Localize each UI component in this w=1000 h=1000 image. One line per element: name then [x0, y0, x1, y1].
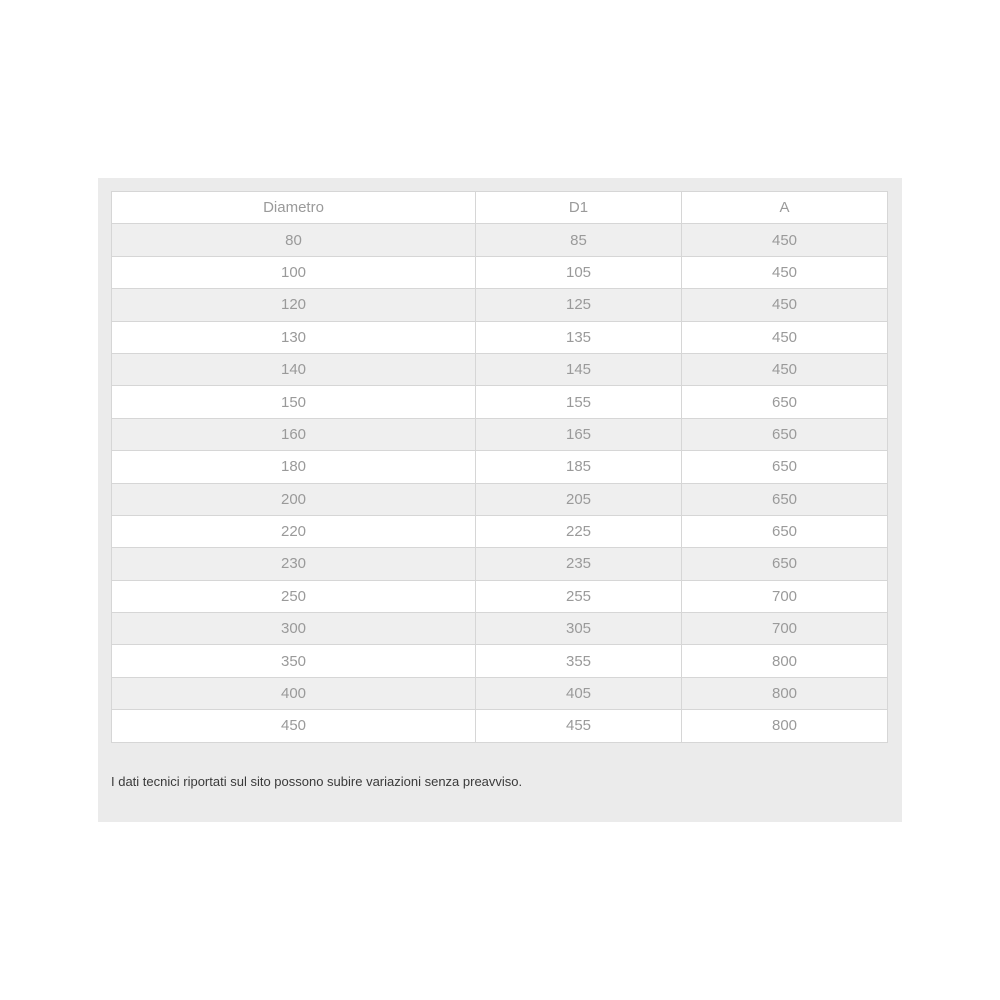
- cell-a: 800: [682, 677, 888, 709]
- table-row: [112, 321, 888, 353]
- cell-a: 650: [682, 515, 888, 547]
- cell-diametro: 150: [112, 386, 476, 418]
- cell-d1: 165: [476, 418, 682, 450]
- cell-a: 450: [682, 289, 888, 321]
- cell-d1: 205: [476, 483, 682, 515]
- cell-d1: 405: [476, 677, 682, 709]
- cell-diametro: 200: [112, 483, 476, 515]
- table-row: [112, 418, 888, 450]
- cell-d1: 85: [476, 224, 682, 256]
- table-row: [112, 353, 888, 385]
- cell-diametro: 100: [112, 256, 476, 288]
- cell-d1: 105: [476, 256, 682, 288]
- cell-d1: 145: [476, 353, 682, 385]
- cell-a: 800: [682, 710, 888, 742]
- table-row: [112, 483, 888, 515]
- column-header-d1: D1: [476, 192, 682, 224]
- cell-d1: 225: [476, 515, 682, 547]
- column-header-diametro: Diametro: [112, 192, 476, 224]
- table-row: [112, 451, 888, 483]
- table-row: [112, 613, 888, 645]
- cell-diametro: 450: [112, 710, 476, 742]
- cell-diametro: 140: [112, 353, 476, 385]
- cell-a: 450: [682, 224, 888, 256]
- cell-diametro: 120: [112, 289, 476, 321]
- table-row: [112, 256, 888, 288]
- cell-a: 450: [682, 321, 888, 353]
- table-body: [112, 224, 888, 742]
- cell-diametro: 180: [112, 451, 476, 483]
- table-row: [112, 224, 888, 256]
- table-row: [112, 548, 888, 580]
- table-row: [112, 289, 888, 321]
- cell-d1: 135: [476, 321, 682, 353]
- cell-diametro: 230: [112, 548, 476, 580]
- cell-a: 450: [682, 256, 888, 288]
- cell-diametro: 400: [112, 677, 476, 709]
- spec-table: [111, 191, 888, 743]
- cell-a: 650: [682, 483, 888, 515]
- cell-d1: 125: [476, 289, 682, 321]
- table-row: [112, 677, 888, 709]
- cell-d1: 185: [476, 451, 682, 483]
- cell-diametro: 160: [112, 418, 476, 450]
- table-header-row: [112, 192, 888, 224]
- cell-d1: 235: [476, 548, 682, 580]
- cell-a: 450: [682, 353, 888, 385]
- cell-a: 650: [682, 548, 888, 580]
- table-row: [112, 645, 888, 677]
- cell-diametro: 250: [112, 580, 476, 612]
- cell-d1: 305: [476, 613, 682, 645]
- cell-d1: 455: [476, 710, 682, 742]
- table-row: [112, 386, 888, 418]
- spec-panel: [98, 178, 902, 822]
- table-row: [112, 515, 888, 547]
- cell-a: 650: [682, 386, 888, 418]
- table-row: [112, 710, 888, 742]
- cell-diametro: 350: [112, 645, 476, 677]
- cell-a: 650: [682, 418, 888, 450]
- cell-a: 700: [682, 613, 888, 645]
- cell-diametro: 300: [112, 613, 476, 645]
- cell-a: 800: [682, 645, 888, 677]
- cell-diametro: 130: [112, 321, 476, 353]
- column-header-a: A: [682, 192, 888, 224]
- cell-diametro: 80: [112, 224, 476, 256]
- cell-d1: 355: [476, 645, 682, 677]
- cell-d1: 255: [476, 580, 682, 612]
- cell-a: 700: [682, 580, 888, 612]
- disclaimer-note: I dati tecnici riportati sul sito possono subire variazioni senza preavviso.: [111, 774, 523, 789]
- table-row: [112, 580, 888, 612]
- cell-d1: 155: [476, 386, 682, 418]
- cell-a: 650: [682, 451, 888, 483]
- cell-diametro: 220: [112, 515, 476, 547]
